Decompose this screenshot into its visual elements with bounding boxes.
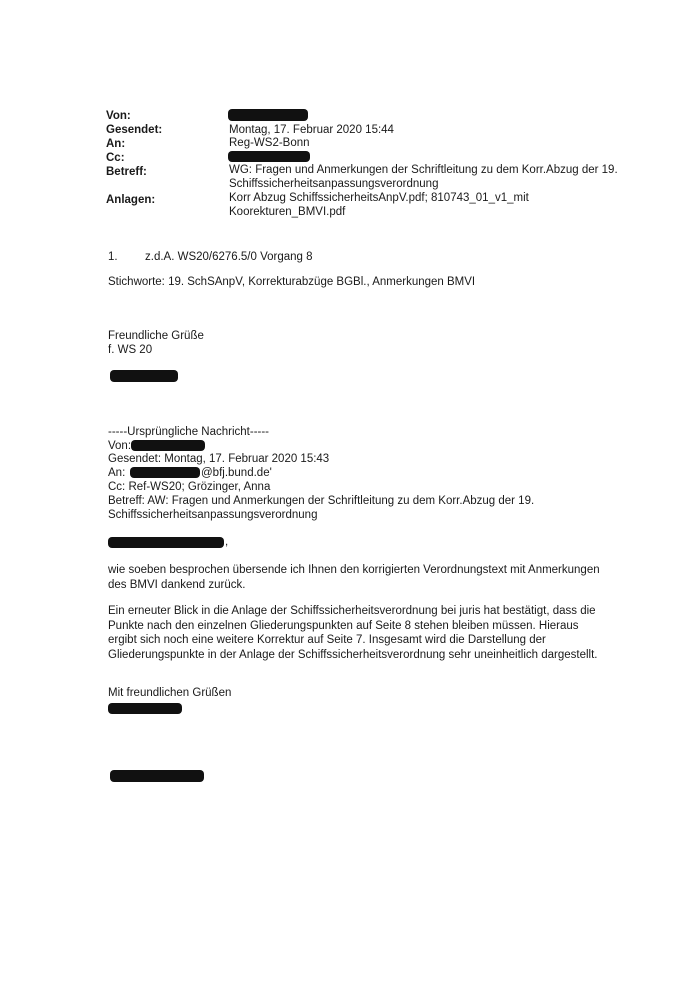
original-message-divider: -----Ursprüngliche Nachricht----- (108, 426, 270, 438)
from-label: Von: (106, 110, 131, 122)
sent-value: Montag, 17. Februar 2020 15:44 (229, 124, 394, 136)
attachments-line-2: Koorekturen_BMVI.pdf (229, 206, 346, 218)
body-paragraph-2: Ein erneuter Blick in die Anlage der Schiffssicherheitsverordnung bei juris hat bestätigt, dass die Punkte nach den einzelnen Gliederungspunkten auf Seite 8 stehen bleiben müssen. Hieraus ergibt sich noch eine weitere Korrektur auf Seite 7. Insgesamt wird die Darstellung der Gliederungspunkte in der Anlage der Schiffssicherheitsverordnung sehr uneinheitlich dargestellt. (108, 605, 598, 661)
body-paragraph-1: wie soeben besprochen übersende ich Ihnen den korrigierten Verordnungstext mit Anmerkungen des BMVI dankend zurück. (108, 564, 600, 591)
redacted-original-recipient (130, 467, 200, 478)
subject-line-2: Schiffssicherheitsanpassungsverordnung (229, 178, 439, 190)
redacted-signature-1 (110, 370, 178, 382)
original-subject-line-2: Schiffssicherheitsanpassungsverordnung (108, 509, 318, 521)
filing-reference: z.d.A. WS20/6276.5/0 Vorgang 8 (145, 251, 313, 263)
original-to-label: An: (108, 467, 126, 479)
keywords-line: Stichworte: 19. SchSAnpV, Korrekturabzüge BGBl., Anmerkungen BMVI (108, 276, 476, 288)
redacted-signature-3 (110, 770, 204, 782)
redacted-sender (228, 109, 308, 121)
original-from-label: Von: (108, 440, 132, 452)
subject-line-1: WG: Fragen und Anmerkungen der Schriftleitung zu dem Korr.Abzug der 19. (229, 164, 618, 176)
greeting-line-2: f. WS 20 (108, 344, 153, 356)
original-sent: Gesendet: Montag, 17. Februar 2020 15:43 (108, 453, 330, 465)
redacted-cc (228, 151, 310, 162)
subject-label: Betreff: (106, 166, 147, 178)
sent-label: Gesendet: (106, 124, 163, 136)
to-value: Reg-WS2-Bonn (229, 137, 310, 149)
salutation-comma: , (225, 536, 229, 548)
greeting-line-1: Freundliche Grüße (108, 330, 204, 342)
cc-label: Cc: (106, 152, 125, 164)
redacted-original-sender (131, 440, 205, 451)
original-cc: Cc: Ref-WS20; Grözinger, Anna (108, 481, 271, 493)
to-label: An: (106, 138, 126, 150)
attachments-label: Anlagen: (106, 194, 156, 206)
original-to-domain: @bfj.bund.de' (201, 467, 272, 479)
attachments-line-1: Korr Abzug SchiffssicherheitsAnpV.pdf; 810743_01_v1_mit (229, 192, 529, 204)
redacted-signature-2 (108, 703, 182, 714)
redacted-salutation (108, 537, 224, 548)
closing-line: Mit freundlichen Grüßen (108, 687, 232, 699)
original-subject-line-1: Betreff: AW: Fragen und Anmerkungen der Schriftleitung zu dem Korr.Abzug der 19. (108, 495, 535, 507)
filing-number: 1. (108, 251, 118, 263)
